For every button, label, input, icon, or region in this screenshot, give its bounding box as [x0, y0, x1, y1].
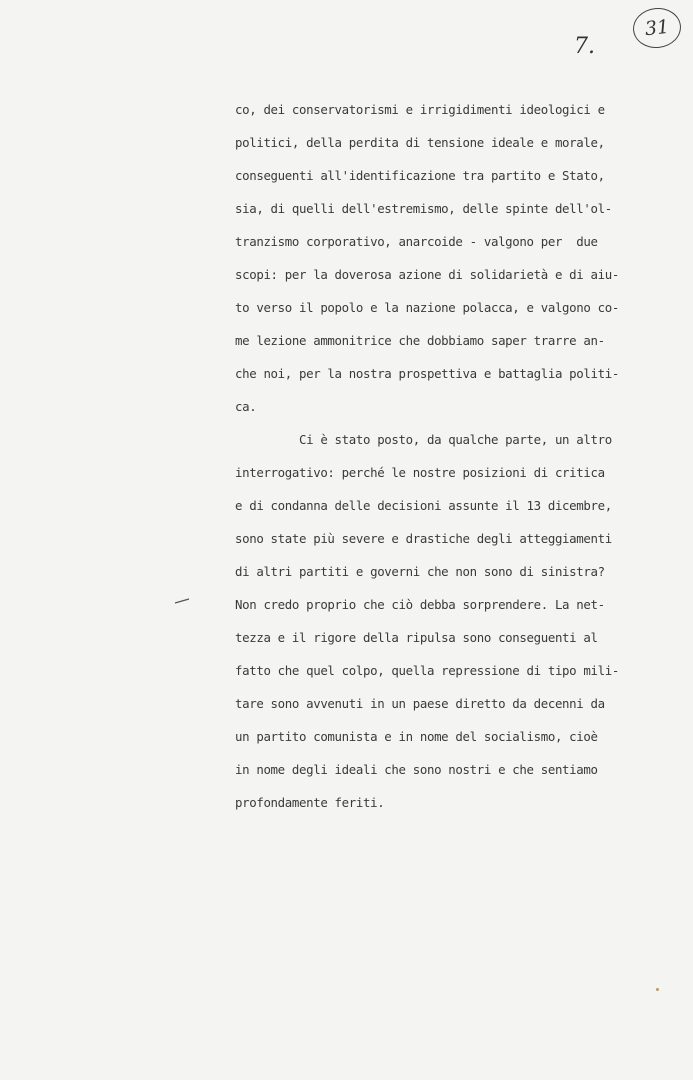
text-line: e di condanna delle decisioni assunte il 13 dicembre,: [235, 498, 612, 513]
text-line: tranzismo corporativo, anarcoide - valgono per due: [235, 234, 598, 249]
text-line: conseguenti all'identificazione tra partito e Stato,: [235, 168, 605, 183]
text-line: ca.: [235, 399, 257, 414]
text-line: fatto che quel colpo, quella repressione di tipo mili-: [235, 663, 619, 678]
text-line: to verso il popolo e la nazione polacca, e valgono co-: [235, 300, 619, 315]
text-line: interrogativo: perché le nostre posizioni di critica: [235, 465, 605, 480]
archive-number: 31: [643, 15, 671, 41]
text-line: un partito comunista e in nome del socialismo, cioè: [235, 729, 598, 744]
text-line: tare sono avvenuti in un paese diretto da decenni da: [235, 696, 605, 711]
page-number: 7.: [574, 34, 595, 59]
text-line: politici, della perdita di tensione ideale e morale,: [235, 135, 605, 150]
text-line: me lezione ammonitrice che dobbiamo saper trarre an-: [235, 333, 605, 348]
paper-speck: [656, 988, 659, 991]
text-line: profondamente feriti.: [235, 795, 385, 810]
text-line: di altri partiti e governi che non sono di sinistra?: [235, 564, 605, 579]
text-line: in nome degli ideali che sono nostri e che sentiamo: [235, 762, 598, 777]
text-line: co, dei conservatorismi e irrigidimenti ideologici e: [235, 102, 605, 117]
text-line: sono state più severe e drastiche degli atteggiamenti: [235, 531, 612, 546]
text-line: Ci è stato posto, da qualche parte, un altro: [235, 432, 612, 447]
text-line: scopi: per la doverosa azione di solidarietà e di aiu-: [235, 267, 619, 282]
text-line: tezza e il rigore della ripulsa sono conseguenti al: [235, 630, 598, 645]
text-line: Non credo proprio che ciò debba sorprendere. La net-: [235, 597, 605, 612]
margin-mark: [174, 598, 190, 604]
text-line: sia, di quelli dell'estremismo, delle spinte dell'ol-: [235, 201, 612, 216]
archive-number-stamp: [631, 6, 683, 51]
text-line: che noi, per la nostra prospettiva e battaglia politi-: [235, 366, 619, 381]
